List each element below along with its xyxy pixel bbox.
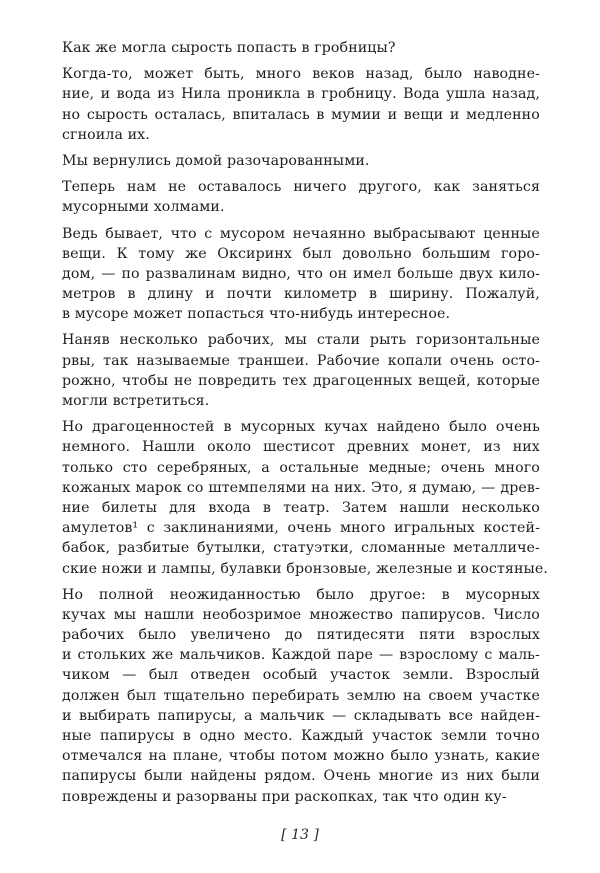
text-line: бабок, разбитые бутылки, статуэтки, сломанные металличе- bbox=[62, 540, 540, 557]
text-line: могли встретиться. bbox=[62, 393, 210, 409]
text-line: ные папирусы в одно место. Каждый участок земли точно bbox=[62, 728, 540, 744]
text-line: Ведь бывает, что с мусором нечаянно выбрасывают ценные bbox=[62, 225, 540, 242]
paragraph bbox=[62, 330, 540, 411]
text-line: чиком — был отведен особый участок земли. Взрослый bbox=[62, 667, 540, 684]
text-line: отмечался на плане, чтобы потом можно было узнать, какие bbox=[62, 748, 540, 765]
text-line: немного. Нашли около шестисот древних монет, из них bbox=[62, 439, 540, 456]
text-line: только сто серебряных, а остальные медные; очень много bbox=[62, 459, 540, 476]
text-line: кучах мы нашли необозримое множество папирусов. Число bbox=[62, 606, 540, 623]
text-line: папирусы были найдены рядом. Очень многие из них были bbox=[62, 768, 540, 785]
text-line: рожно, чтобы не повредить тех драгоценных вещей, которые bbox=[62, 372, 540, 389]
text-line: вещи. К тому же Оксиринх был довольно большим горо- bbox=[62, 245, 540, 262]
text-line: в мусоре может попасться что-нибудь интересное. bbox=[62, 306, 451, 323]
paragraph bbox=[62, 585, 540, 807]
paragraph bbox=[62, 38, 540, 58]
text-line: Теперь нам не оставалось ничего другого, как заняться bbox=[62, 179, 540, 196]
text-line: мусорными холмами. bbox=[62, 199, 225, 216]
text-line: Но полной неожиданностью было другое: в мусорных bbox=[62, 586, 540, 603]
text-line: и выбирать папирусы, а мальчик — складывать все найден- bbox=[62, 707, 540, 724]
text-line: но сырость осталась, впиталась в мумии и вещи и медленно bbox=[62, 106, 540, 123]
text-line: рвы, так называемые траншеи. Рабочие копали очень осто- bbox=[62, 352, 540, 369]
text-line: Но драгоценностей в мусорных кучах найдено было очень bbox=[62, 419, 540, 436]
paragraph bbox=[62, 417, 549, 579]
paragraph bbox=[62, 224, 540, 325]
text-line: Наняв несколько рабочих, мы стали рыть горизонтальные bbox=[62, 332, 540, 349]
paragraph bbox=[62, 177, 540, 217]
text-line: повреждены и разорваны при раскопках, так что один ку- bbox=[62, 788, 507, 805]
paragraph bbox=[62, 151, 540, 171]
text-line: сгноила их. bbox=[62, 126, 150, 143]
page-number: [ 13 ] bbox=[281, 827, 319, 843]
page-text-body bbox=[62, 38, 549, 807]
text-line: Когда-то, может быть, много веков назад, было наводне- bbox=[62, 66, 540, 83]
text-line: должен был тщательно перебирать землю на своем участке bbox=[62, 687, 540, 704]
text-line: ские ножи и лампы, булавки бронзовые, железные и костяные. bbox=[62, 560, 549, 577]
text-line: Мы вернулись домой разочарованными. bbox=[62, 152, 370, 169]
text-line: ние билеты для входа в театр. Затем нашли несколько bbox=[62, 499, 540, 516]
text-line: кожаных марок со штемпелями на них. Это, я думаю, — древ- bbox=[62, 479, 540, 496]
text-line: дом, — по развалинам видно, что он имел больше двух кило- bbox=[62, 265, 540, 282]
text-line: Как же могла сырость попасть в гробницы? bbox=[62, 40, 396, 56]
text-line: рабочих было увеличено до пятидесяти пяти взрослых bbox=[62, 627, 540, 644]
paragraph bbox=[62, 64, 540, 145]
text-line: ние, и вода из Нила проникла в гробницу. Вода ушла назад, bbox=[62, 86, 540, 103]
text-line: амулетов¹ с заклинаниями, очень много игральных костей- bbox=[62, 520, 540, 537]
text-line: и стольких же мальчиков. Каждой паре — взрослому с маль- bbox=[62, 647, 540, 664]
text-line: метров в длину и почти километр в ширину. Пожалуй, bbox=[62, 286, 540, 303]
